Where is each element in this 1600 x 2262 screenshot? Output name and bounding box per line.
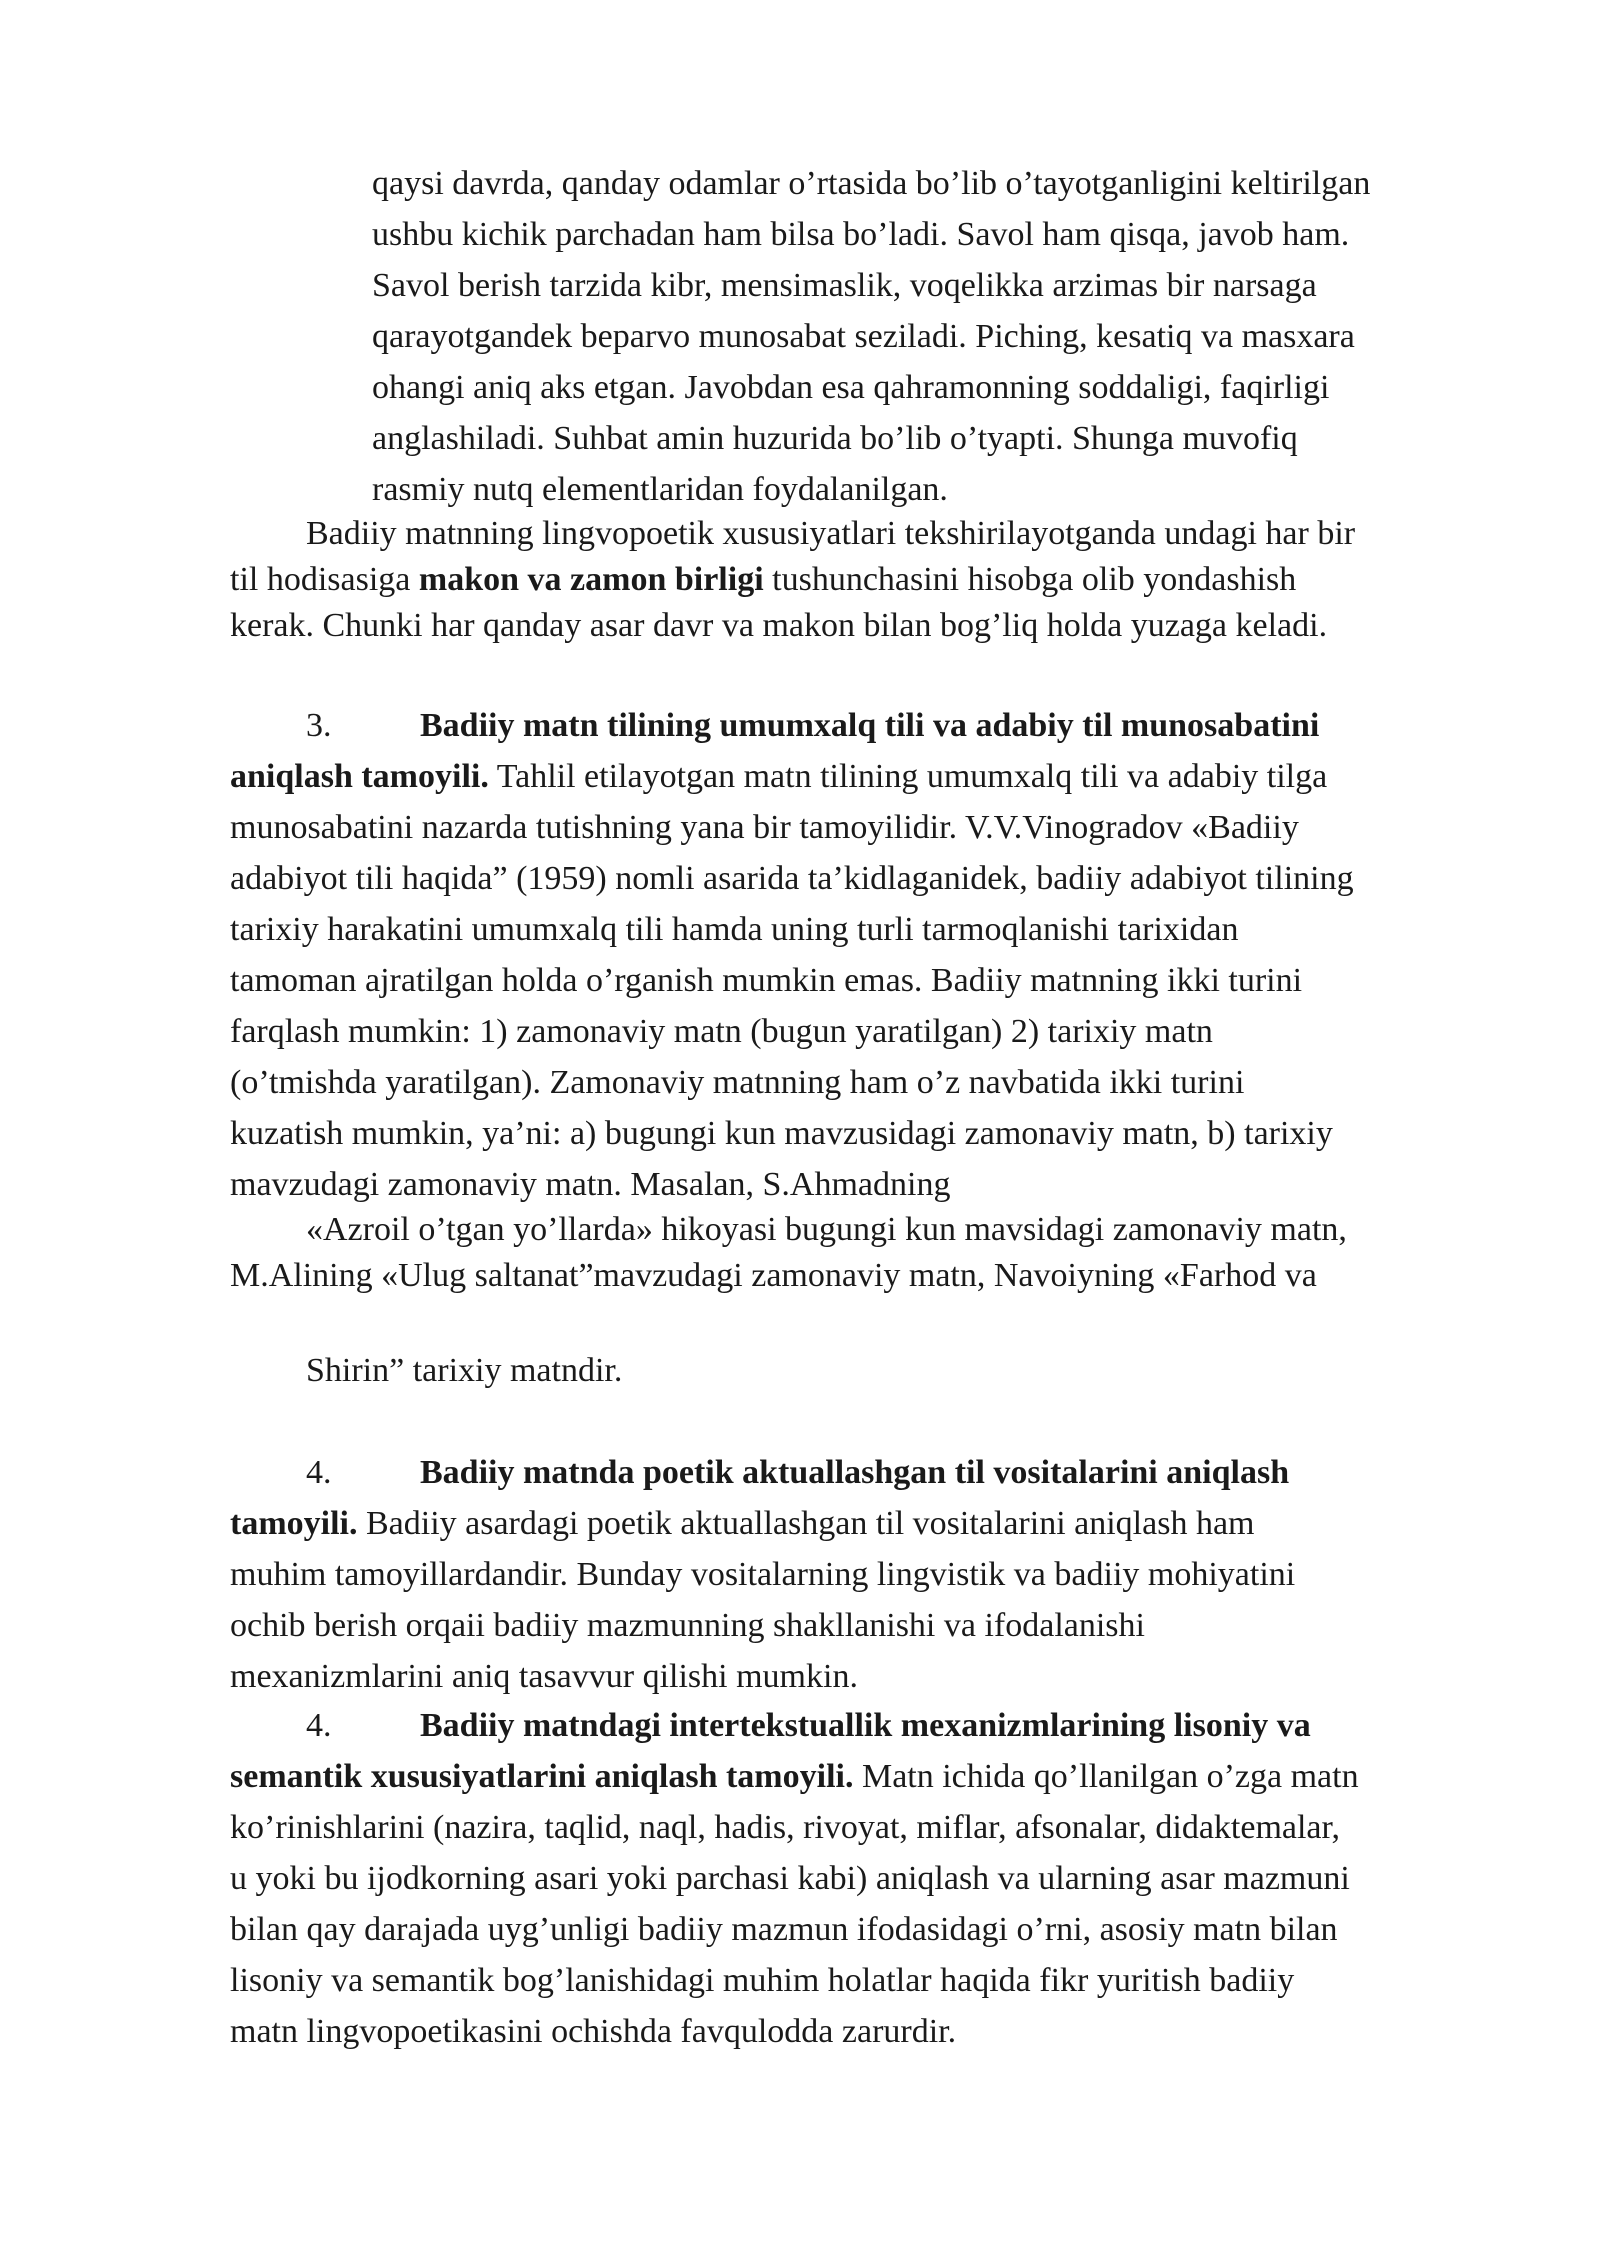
paragraph-line: mexanizmlarini aniq tasavvur qilishi mumkin.: [230, 1658, 858, 1695]
paragraph-line: semantik xususiyatlarini aniqlash tamoyili. Matn ichida qo’llanilgan o’zga matn: [230, 1758, 1359, 1795]
paragraph-line: mavzudagi zamonaviy matn. Masalan, S.Ahmadning: [230, 1166, 951, 1203]
section-heading: 4. Badiiy matndagi intertekstuallik mexanizmlarining lisoniy va: [230, 1700, 1359, 1751]
section-4-poetic: [230, 1447, 1295, 1702]
bold-term: makon va zamon birligi: [418, 561, 764, 598]
paragraph-line: farqlash mumkin: 1) zamonaviy matn (bugun yaratilgan) 2) tarixiy matn: [230, 1013, 1213, 1050]
quote-block: [372, 158, 1370, 515]
paragraph-line: ko’rinishlarini (nazira, taqlid, naql, hadis, rivoyat, miflar, afsonalar, didaktemalar,: [230, 1809, 1340, 1846]
paragraph-line: Shirin” tarixiy matndir.: [306, 1352, 623, 1389]
paragraph-line: «Azroil o’tgan yo’llarda» hikoyasi bugungi kun mavsidagi zamonaviy matn,: [306, 1211, 1347, 1248]
paragraph-space-time: [230, 511, 1355, 649]
paragraph-line: (o’tmishda yaratilgan). Zamonaviy matnning ham o’z navbatida ikki turini: [230, 1064, 1245, 1101]
quote-line: anglashiladi. Suhbat amin huzurida bo’lib o’tyapti. Shunga muvofiq: [372, 420, 1298, 457]
paragraph-line: kerak. Chunki har qanday asar davr va makon bilan bog’liq holda yuzaga keladi.: [230, 607, 1328, 644]
paragraph-line: kuzatish mumkin, ya’ni: a) bugungi kun mavzusidagi zamonaviy matn, b) tarixiy: [230, 1115, 1333, 1152]
section-number: 4.: [306, 1454, 332, 1491]
quote-line: rasmiy nutq elementlaridan foydalanilgan.: [372, 471, 948, 508]
section-number: 4.: [306, 1707, 332, 1744]
section-heading: 4. Badiiy matnda poetik aktuallashgan til vositalarini aniqlash: [230, 1447, 1295, 1498]
section-4-intertextuality: [230, 1700, 1359, 2057]
quote-line: qaysi davrda, qanday odamlar o’rtasida bo’lib o’tayotganligini keltirilgan: [372, 165, 1371, 202]
paragraph-line: ochib berish orqaii badiiy mazmunning shakllanishi va ifodalanishi: [230, 1607, 1145, 1644]
paragraph-line: adabiyot tili haqida” (1959) nomli asarida ta’kidlaganidek, badiiy adabiyot tilining: [230, 860, 1354, 897]
paragraph-line: tamoyili. Badiiy asardagi poetik aktuallashgan til vositalarini aniqlash ham: [230, 1505, 1255, 1542]
quote-line: ushbu kichik parchadan ham bilsa bo’ladi. Savol ham qisqa, javob ham.: [372, 216, 1350, 253]
quote-line: ohangi aniq aks etgan. Javobdan esa qahramonning soddaligi, faqirligi: [372, 369, 1330, 406]
paragraph-line: muhim tamoyillardandir. Bunday vositalarning lingvistik va badiiy mohiyatini: [230, 1556, 1296, 1593]
paragraph-line: aniqlash tamoyili. Tahlil etilayotgan matn tilining umumxalq tili va adabiy tilga: [230, 758, 1328, 795]
quote-line: qarayotgandek beparvo munosabat seziladi. Piching, kesatiq va masxara: [372, 318, 1355, 355]
paragraph-line: tarixiy harakatini umumxalq tili hamda uning turli tarmoqlanishi tarixidan: [230, 911, 1239, 948]
quote-line: Savol berish tarzida kibr, mensimaslik, voqelikka arzimas bir narsaga: [372, 267, 1317, 304]
paragraph-line: bilan qay darajada uyg’unligi badiiy mazmun ifodasidagi o’rni, asosiy matn bilan: [230, 1911, 1338, 1948]
section-3-continuation: [230, 1207, 1347, 1299]
paragraph-line: u yoki bu ijodkorning asari yoki parchasi kabi) aniqlash va ularning asar mazmuni: [230, 1860, 1350, 1897]
section-3-ending: [306, 1345, 622, 1396]
paragraph-line: til hodisasiga makon va zamon birligi tushunchasini hisobga olib yondashish: [230, 561, 1297, 598]
section-number: 3.: [306, 707, 332, 744]
paragraph-line: tamoman ajratilgan holda o’rganish mumkin emas. Badiiy matnning ikki turini: [230, 962, 1303, 999]
section-3: [230, 700, 1354, 1210]
paragraph-line: munosabatini nazarda tutishning yana bir tamoyilidir. V.V.Vinogradov «Badiiy: [230, 809, 1299, 846]
section-heading: 3. Badiiy matn tilining umumxalq tili va adabiy til munosabatini: [230, 700, 1354, 751]
paragraph-line: M.Alining «Ulug saltanat”mavzudagi zamonaviy matn, Navoiyning «Farhod va: [230, 1257, 1317, 1294]
paragraph-line: lisoniy va semantik bog’lanishidagi muhim holatlar haqida fikr yuritish badiiy: [230, 1962, 1295, 1999]
paragraph-line: matn lingvopoetikasini ochishda favqulodda zarurdir.: [230, 2013, 957, 2050]
paragraph-line: Badiiy matnning lingvopoetik xususiyatlari tekshirilayotganda undagi har bir: [306, 515, 1356, 552]
